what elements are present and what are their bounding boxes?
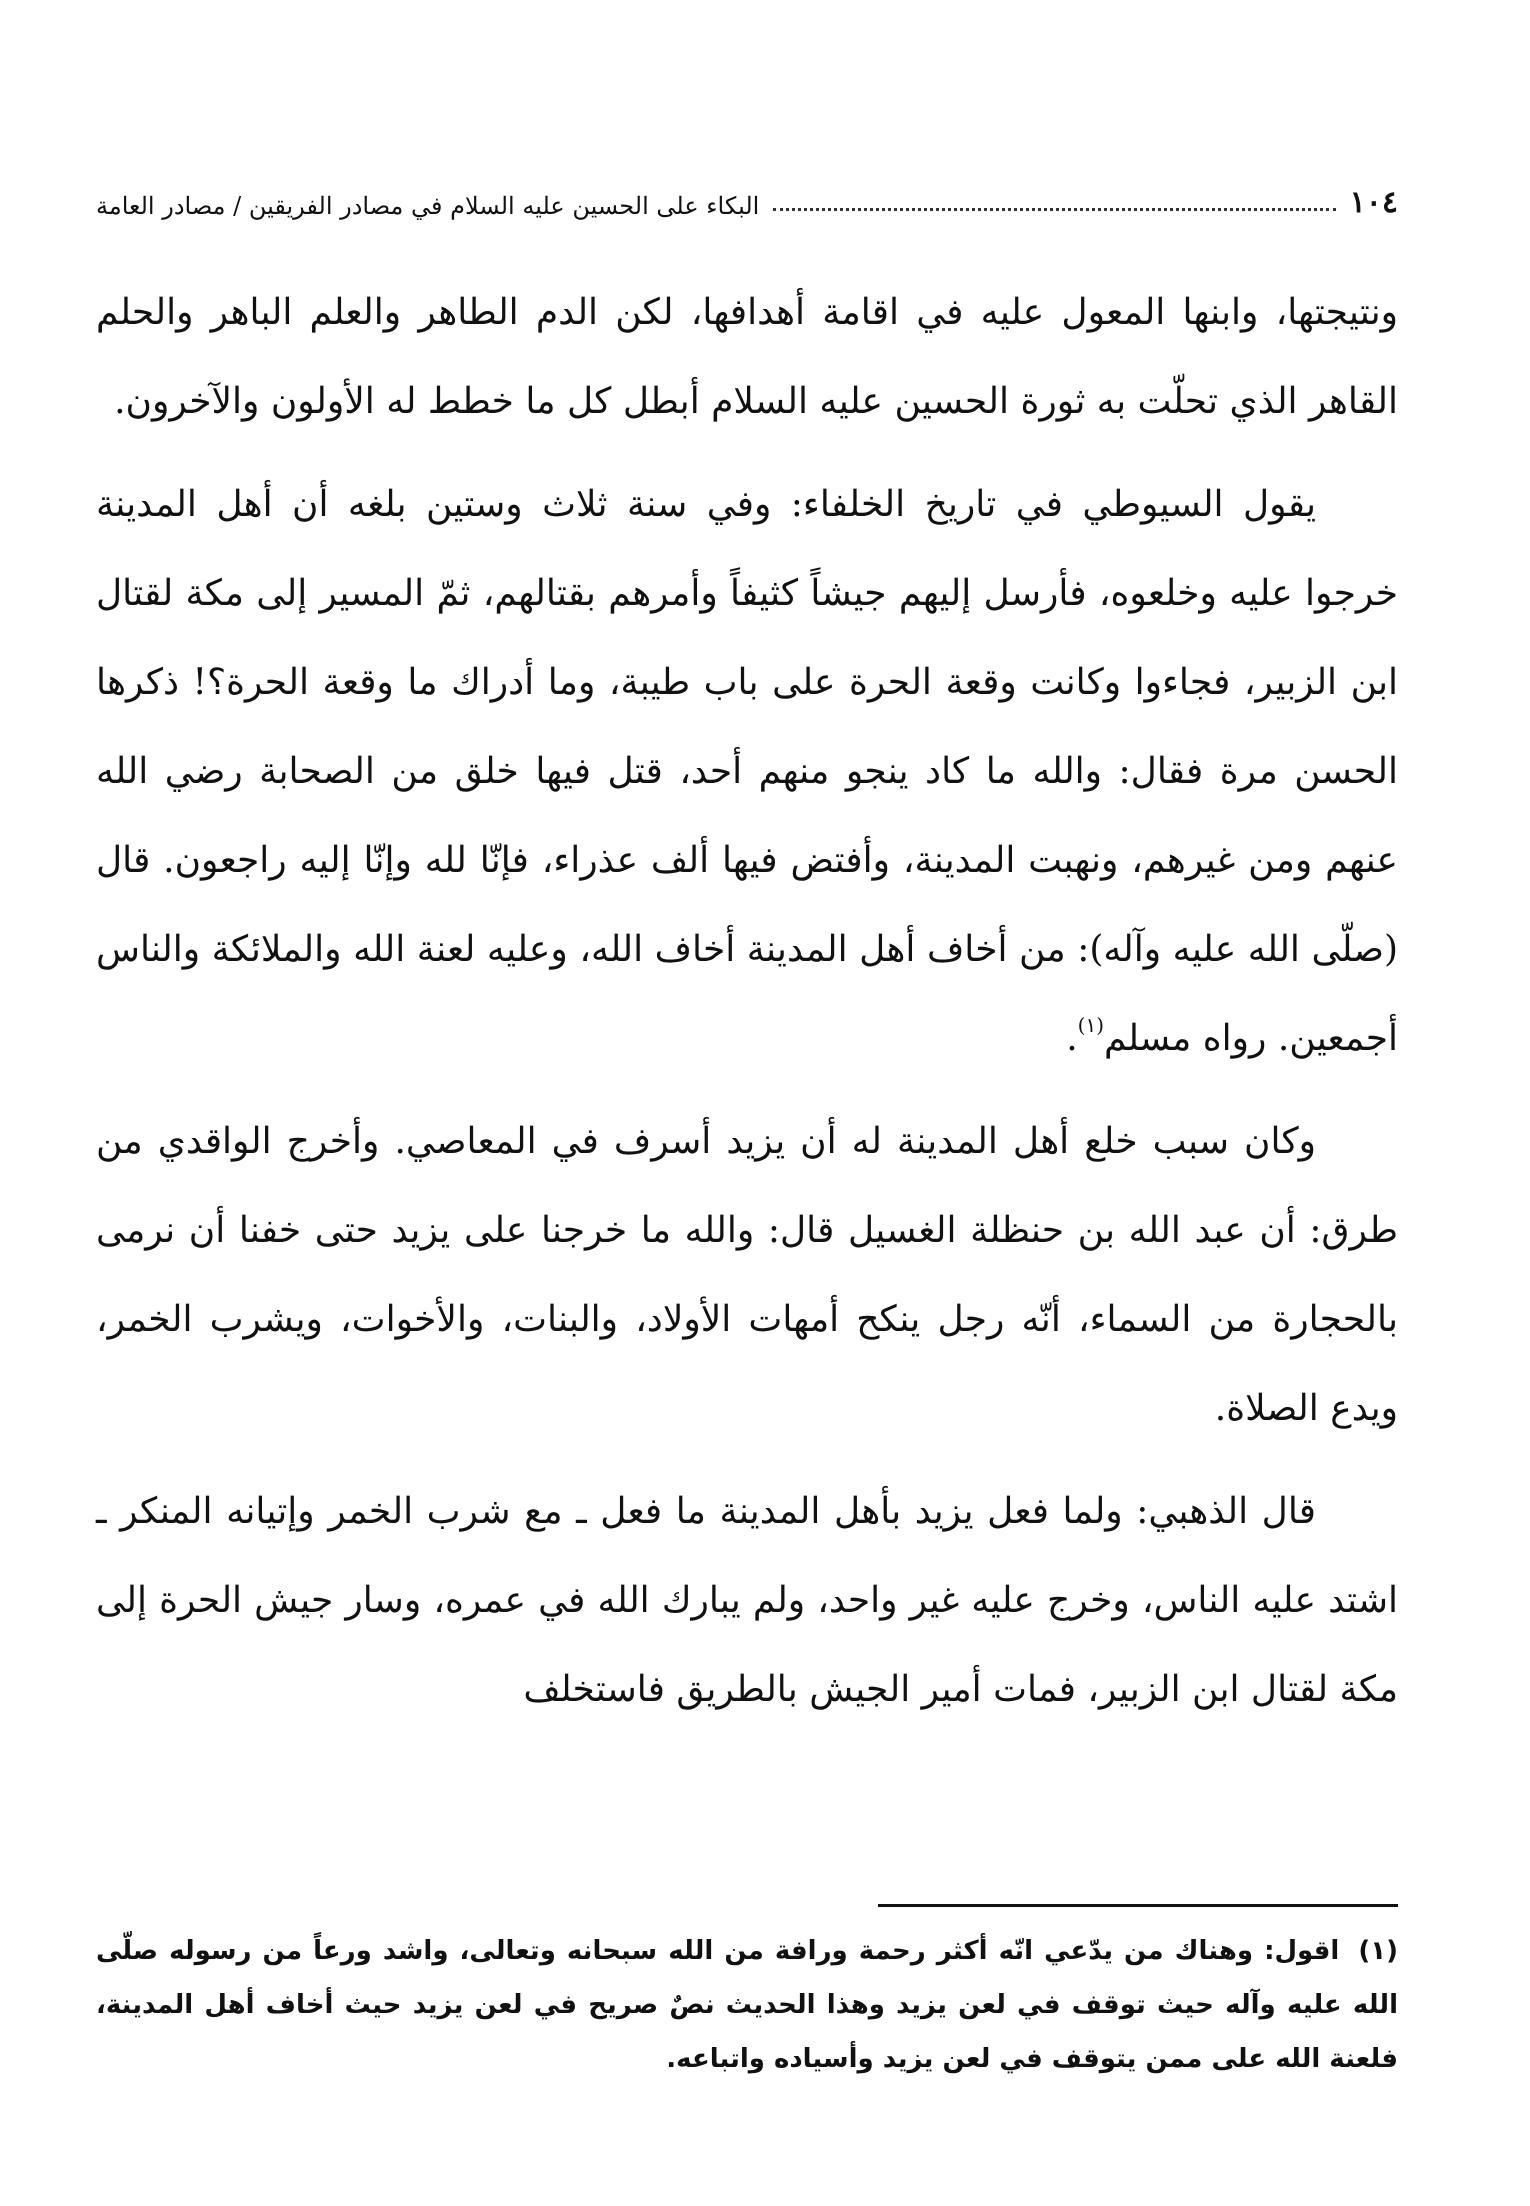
running-title: البكاء على الحسين عليه السلام في مصادر الفريقين / مصادر العامة: [96, 192, 760, 220]
footnote-reference[interactable]: (١): [1077, 1013, 1105, 1037]
paragraph-2-text: يقول السيوطي في تاريخ الخلفاء: وفي سنة ثلاث وستين بلغه أن أهل المدينة خرجوا عليه وخلعوه، فأرسل إليهم جيشاً كثيفاً وأمرهم بقتالهم، ثمّ المسير إلى مكة لقتال ابن الزبير، فجاءوا وكانت وقعة الحرة على باب طيبة، وما أدراك ما وقعة الحرة؟! ذكرها الحسن مرة فقال: والله ما كاد ينجو منهم أحد، قتل فيها خلق من الصحابة رضي الله عنهم ومن غيرهم، ونهبت المدينة، وأفتض فيها ألف عذراء، فإنّا لله وإنّا إليه راجعون. قال (صلّى الله عليه وآله): من أخاف أهل المدينة أخاف الله، وعليه لعنة الله والملائكة والناس أجمعين. رواه مسلم: [96, 484, 1398, 1059]
paragraph-2-end: .: [1066, 1018, 1078, 1059]
paragraph-3: وكان سبب خلع أهل المدينة له أن يزيد أسرف في المعاصي. وأخرج الواقدي من طرق: أن عبد الله بن حنظلة الغسيل قال: والله ما خرجنا على يزيد حتى خفنا أن نرمى بالحجارة من السماء، أنّه رجل ينكح أمهات الأولاد، والبنات، والأخوات، ويشرب الخمر، ويدع الصلاة.: [96, 1121, 1398, 1429]
page-header: [96, 160, 1398, 220]
footnote: [96, 1924, 1398, 2086]
paragraph-4: قال الذهبي: ولما فعل يزيد بأهل المدينة ما فعل ـ مع شرب الخمر وإتيانه المنكر ـ اشتد عليه الناس، وخرج عليه غير واحد، ولم يبارك الله في عمره، وسار جيش الحرة إلى مكة لقتال ابن الزبير، فمات أمير الجيش بالطريق فاستخلف: [96, 1491, 1398, 1710]
footnote-text: اقول: وهناك من يدّعي انّه أكثر رحمة ورافة من الله سبحانه وتعالى، واشد ورعاً من رسوله صلّى الله عليه وآله حيث توقف في لعن يزيد وهذا الحديث نصٌ صريح في لعن يزيد حيث أخاف أهل المدينة، فلعنة الله على ممن يتوقف في لعن يزيد وأسياده واتباعه.: [96, 1936, 1398, 2074]
footnote-marker: (١): [1358, 1936, 1398, 1966]
body-text: [96, 268, 1398, 1748]
footnote-separator: [878, 1904, 1398, 1907]
paragraph-1: ونتيجتها، وابنها المعول عليه في اقامة أهدافها، لكن الدم الطاهر والعلم الباهر والحلم القاهر الذي تحلّت به ثورة الحسين عليه السلام أبطل كل ما خطط له الأولون والآخرون.: [96, 292, 1398, 422]
paragraph-2: [96, 460, 1398, 1083]
header-dot-leader: [773, 208, 1335, 211]
page-number: ١٠٤: [1349, 185, 1398, 220]
